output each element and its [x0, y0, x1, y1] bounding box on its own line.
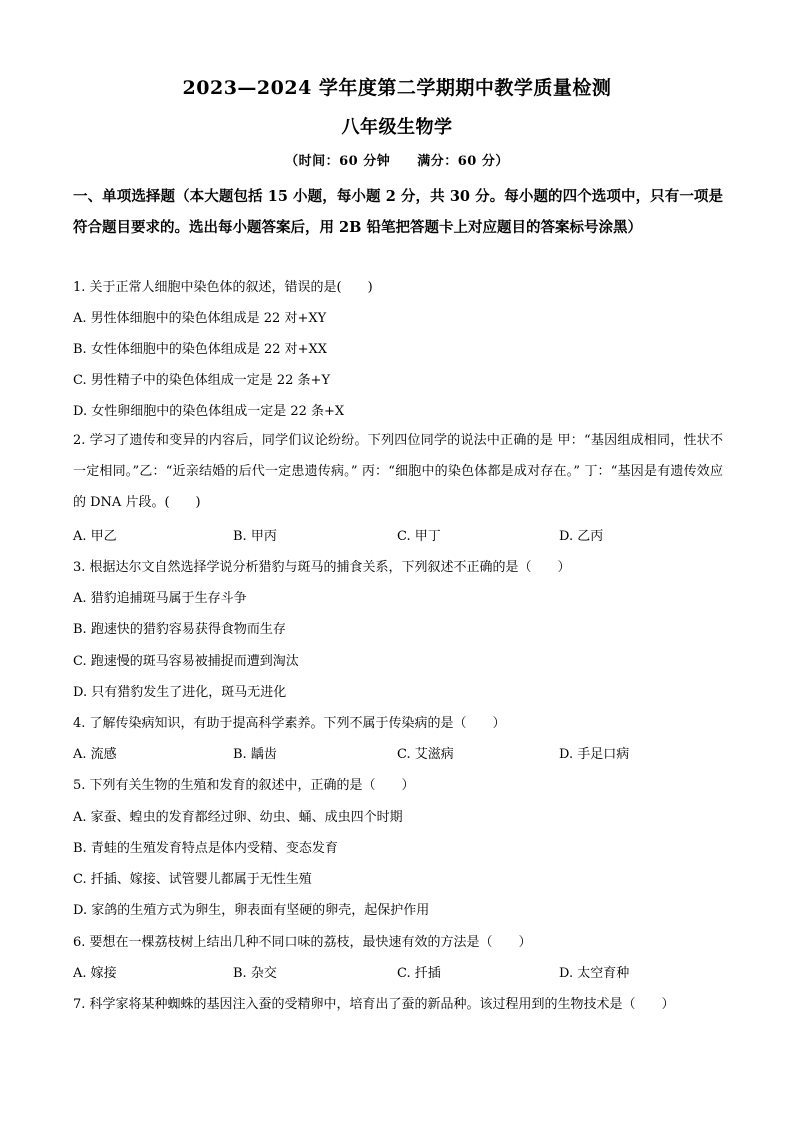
question-5-option-a: A. 家蚕、蝗虫的发育都经过卵、幼虫、蛹、成虫四个时期 — [73, 810, 403, 825]
question-3-stem: 3. 根据达尔文自然选择学说分析猎豹与斑马的捕食关系，下列叙述不正确的是（ ） — [73, 560, 571, 575]
exam-time-score: （时间：60 分钟 满分：60 分） — [285, 154, 509, 169]
question-6-option-d: D. 太空育种 — [559, 966, 630, 981]
question-3-option-d: D. 只有猎豹发生了进化，斑马无进化 — [73, 685, 287, 700]
question-4-option-b: B. 龋齿 — [233, 747, 277, 762]
question-5-option-d: D. 家鸽的生殖方式为卵生，卵表面有坚硬的卵壳，起保护作用 — [73, 903, 430, 918]
question-2-option-b: B. 甲丙 — [233, 529, 277, 544]
question-2-option-d: D. 乙丙 — [559, 529, 604, 544]
question-6-stem: 6. 要想在一棵荔枝树上结出几种不同口味的荔枝，最快速有效的方法是（ ） — [73, 935, 532, 950]
exam-subject: 八年级生物学 — [341, 117, 453, 138]
question-4-options — [73, 743, 723, 763]
question-1-option-b: B. 女性体细胞中的染色体组成是 22 对+XX — [73, 342, 328, 357]
question-1-option-c: C. 男性精子中的染色体组成一定是 22 条+Y — [73, 373, 331, 388]
question-4-option-d: D. 手足口病 — [559, 747, 630, 762]
question-1-stem: 1. 关于正常人细胞中染色体的叙述，错误的是( ) — [73, 280, 373, 295]
question-2-stem: 2. 学习了遗传和变异的内容后，同学们议论纷纷。下列四位同学的说法中正确的是 甲：“基因组成相同，性状不一定相同。”乙：“近亲结婚的后代一定患遗传病。” 丙：“细胞中的染色体都是成对存在。” 丁：“基因是有遗传效应的 DNA 片段。( ) — [73, 433, 723, 510]
section-instructions: 一、单项选择题（本大题包括 15 小题，每小题 2 分，共 30 分。每小题的四个选项中，只有一项是符合题目要求的。选出每小题答案后，用 2B 铅笔把答题卡上对应题目的答案标号涂黑） — [73, 188, 723, 236]
question-1-option-a: A. 男性体细胞中的染色体组成是 22 对+XY — [73, 311, 327, 326]
question-1-option-d: D. 女性卵细胞中的染色体组成一定是 22 条+X — [73, 404, 345, 419]
question-2-options — [73, 525, 723, 545]
question-5-option-b: B. 青蛙的生殖发育特点是体内受精、变态发育 — [73, 841, 338, 856]
question-5-option-c: C. 扦插、嫁接、试管婴儿都属于无性生殖 — [73, 872, 312, 887]
exam-title: 2023—2024 学年度第二学期期中教学质量检测 — [182, 77, 612, 99]
question-7-stem: 7. 科学家将某种蜘蛛的基因注入蚕的受精卵中，培育出了蚕的新品种。该过程用到的生物技术是（ ） — [73, 997, 675, 1012]
question-3-option-c: C. 跑速慢的斑马容易被捕捉而遭到淘汰 — [73, 654, 299, 669]
question-6-option-a: A. 嫁接 — [73, 966, 117, 981]
question-3-option-b: B. 跑速快的猎豹容易获得食物而生存 — [73, 622, 286, 637]
question-6-option-b: B. 杂交 — [233, 966, 277, 981]
question-4-option-a: A. 流感 — [73, 747, 117, 762]
question-2-option-a: A. 甲乙 — [73, 529, 117, 544]
question-2-option-c: C. 甲丁 — [397, 529, 441, 544]
question-5-stem: 5. 下列有关生物的生殖和发育的叙述中，正确的是（ ） — [73, 778, 415, 793]
question-4-stem: 4. 了解传染病知识，有助于提高科学素养。下列不属于传染病的是（ ） — [73, 716, 506, 731]
question-4-option-c: C. 艾滋病 — [397, 747, 454, 762]
question-6-options — [73, 962, 723, 982]
question-3-option-a: A. 猎豹追捕斑马属于生存斗争 — [73, 591, 247, 606]
question-6-option-c: C. 扦插 — [397, 966, 441, 981]
